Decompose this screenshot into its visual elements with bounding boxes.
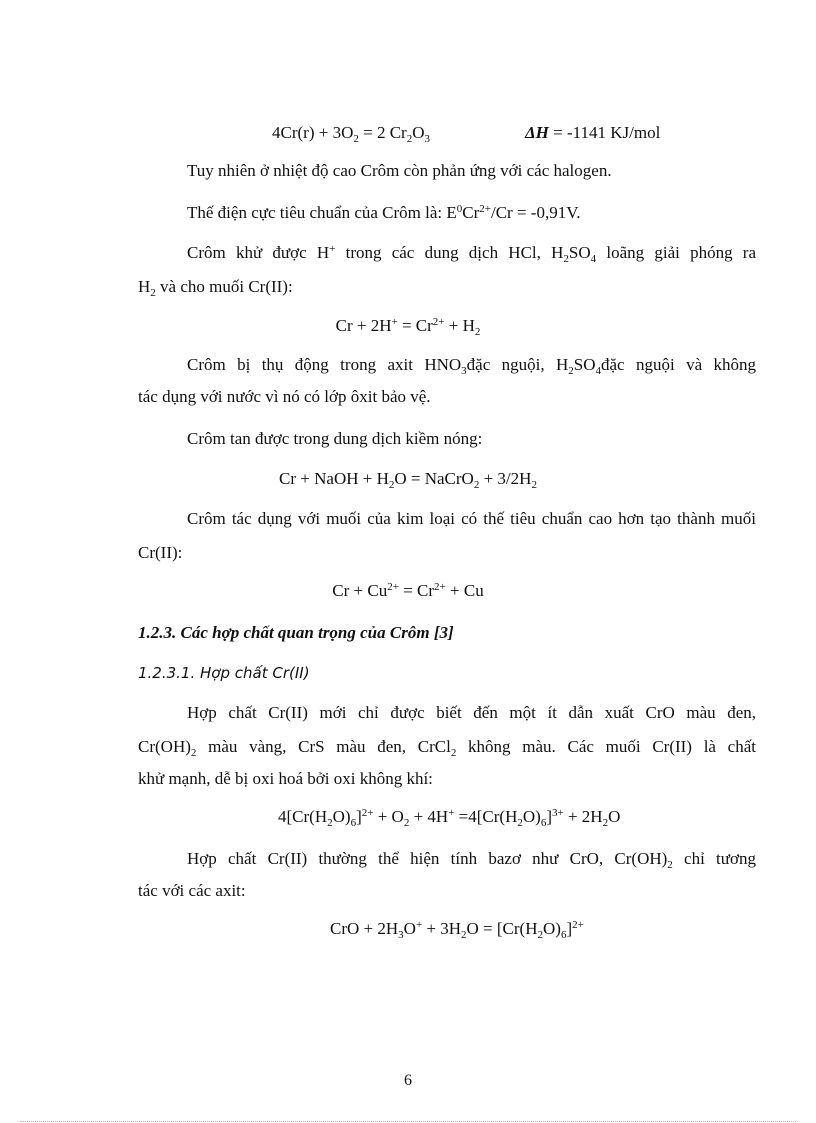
equation-cr-copper: $Cr + Cu^{2+} = Cr^{2+} + Cu$ bbox=[332, 581, 484, 600]
paragraph-electrode-potential: Thế điện cực tiêu chuẩn của Crôm là: $E^0Cr^{2+}/Cr = -0,91V$. bbox=[187, 203, 581, 222]
paragraph-metal-salts-line1: Crôm tác dụng với muối của kim loại có thế tiêu chuẩn cao hơn tạo thành muối bbox=[187, 509, 756, 528]
section-heading: 1.2.3. Các hợp chất quan trọng của Crôm [3] bbox=[138, 623, 454, 642]
equation-cr-naoh: Cr + NaOH + $H_2O$ = NaCrO$_2$ + $3/2H_2$ bbox=[279, 469, 537, 491]
equation-crII-oxidation: $4[Cr(H_2O)_6]^{2+} + O_2 + 4H^+ =4[Cr(H_2O)_6]^{3+} + 2H_2O$ bbox=[278, 807, 621, 829]
paragraph-hydrogen-reduction-line2: $H_2$ và cho muối Cr(II): bbox=[138, 277, 293, 299]
paragraph-basic-character-line1: Hợp chất Cr(II) thường thể hiện tính bazơ như CrO, $Cr(OH)_2$ chỉ tương bbox=[187, 849, 756, 871]
enthalpy-value: ΔH = -1141 KJ/mol bbox=[525, 123, 661, 142]
paragraph-basic-character-line2: tác với các axit: bbox=[138, 881, 246, 900]
paragraph-passivation-line2: tác dụng với nước vì nó có lớp ôxit bảo vệ. bbox=[138, 387, 431, 406]
paragraph-crII-compounds-line2: $Cr(OH)_2$ màu vàng, CrS màu đen, CrCl$_2$ không màu. Các muối Cr(II) là chất bbox=[138, 737, 756, 759]
paragraph-crII-compounds-line1: Hợp chất Cr(II) mới chỉ được biết đến một ít dẫn xuất CrO màu đen, bbox=[187, 703, 756, 722]
equation-cr-hydrogen: $Cr + 2H^+ = Cr^{2+} + H_2$ bbox=[335, 316, 481, 338]
paragraph-crII-compounds-line3: khử mạnh, dễ bị oxi hoá bởi oxi không khí: bbox=[138, 769, 433, 788]
subsection-heading: 1.2.3.1. Hợp chất Cr(II) bbox=[138, 664, 310, 682]
equation-cro-acid: CrO + $2H_3O^+ + 3H_2O = [Cr(H_2O)_6]^{2+}$ bbox=[330, 919, 584, 941]
page-number: 6 bbox=[404, 1072, 412, 1089]
paragraph-passivation-line1: Crôm bị thụ động trong axit $HNO_3đặc$ nguội, $H_2SO_4đặc$ nguội và không bbox=[187, 355, 756, 377]
paragraph-alkali: Crôm tan được trong dung dịch kiềm nóng: bbox=[187, 429, 483, 448]
paragraph-halogen: Tuy nhiên ở nhiệt độ cao Crôm còn phản ứng với các halogen. bbox=[187, 161, 612, 180]
page-bottom-divider bbox=[20, 1121, 796, 1122]
paragraph-metal-salts-line2: Cr(II): bbox=[138, 543, 183, 562]
paragraph-hydrogen-reduction-line1: Crôm khử được H+ trong các dung dịch HCl, $H_2SO_4$ loãng giải phóng ra bbox=[187, 243, 757, 265]
equation-chromium-oxidation: $4Cr(r) + 3O_2 = 2$ $Cr_2O_3$ bbox=[272, 123, 430, 145]
